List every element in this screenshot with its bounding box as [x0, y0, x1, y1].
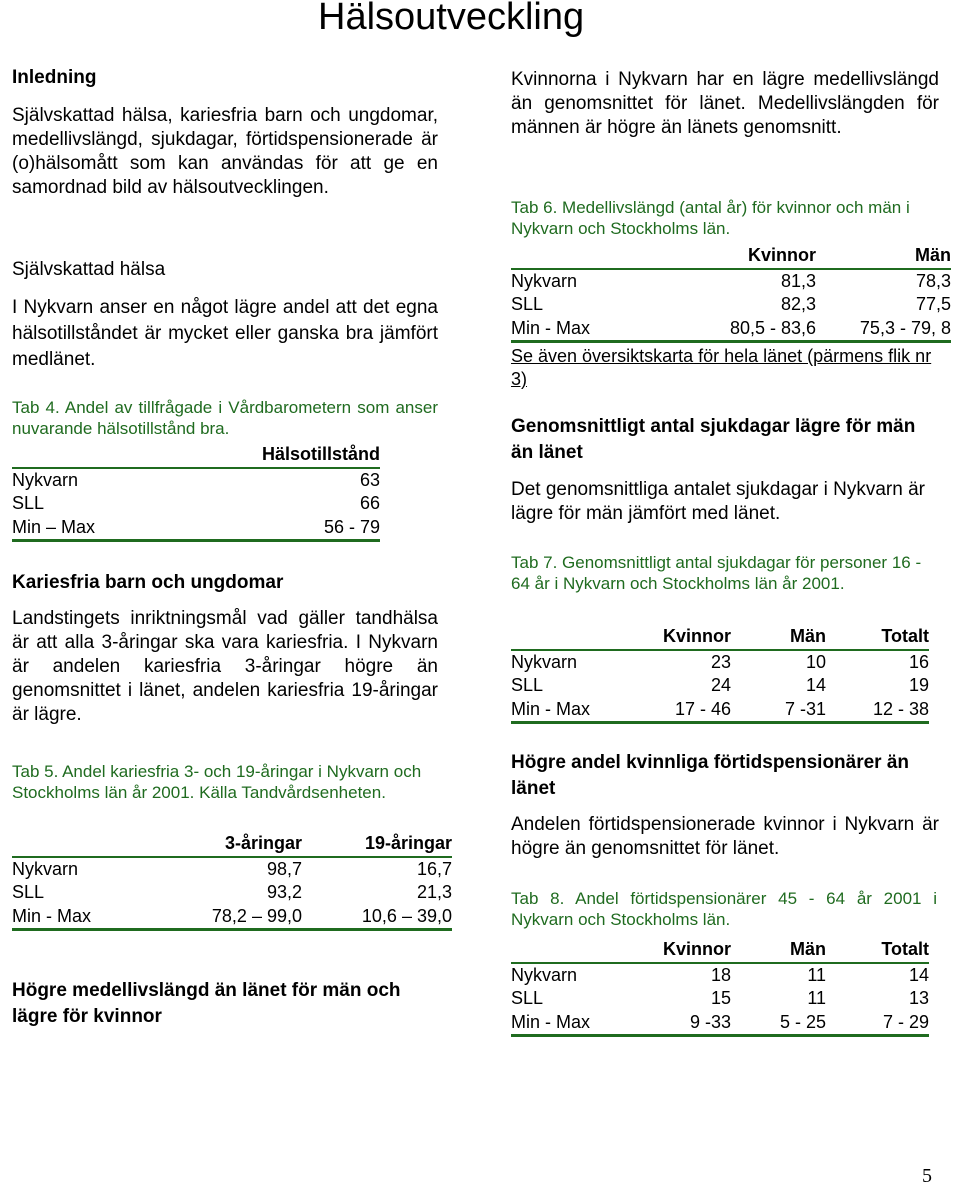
table-header-row [511, 625, 929, 650]
table-cell: 11 [807, 988, 826, 1008]
table-cell: 15 [710, 988, 731, 1008]
table-row [511, 650, 929, 675]
table-cell: 23 [710, 651, 731, 672]
table-header-cell: Män [915, 245, 951, 265]
lifespan-heading: Högre medellivslängd än länet för män och lägre för kvinnor [12, 980, 401, 1027]
tab4-caption: Tab 4. Andel av tillfrågade i Vårdbarometern som anser nuvarande hälsotillstånd bra. [12, 398, 438, 438]
row-label: Min - Max [511, 698, 591, 719]
see-also-text: Se även översiktskarta för hela länet (pärmens flik nr 3) [511, 346, 932, 389]
table-header-row [511, 244, 951, 269]
page-title: Hälsoutveckling [318, 0, 585, 38]
table-header-row [511, 938, 929, 963]
selfrated-heading: Självskattad hälsa [12, 259, 166, 280]
table-header-cell: Totalt [881, 626, 929, 646]
row-label: SLL [511, 988, 544, 1008]
table-header-row [12, 443, 380, 468]
table-cell: 5 - 25 [779, 1011, 826, 1032]
table-cell: 10,6 – 39,0 [361, 905, 452, 926]
table-cell: 93,2 [266, 882, 302, 902]
table-header-cell [12, 443, 164, 468]
table-header-cell: Totalt [881, 939, 929, 959]
tab8-table [511, 938, 929, 1037]
table-header-cell [511, 938, 631, 963]
tab7-table [511, 625, 929, 724]
table-row [12, 857, 452, 882]
table-row [511, 317, 951, 342]
table-row [12, 905, 452, 930]
table-row [511, 1011, 929, 1036]
sickdays-heading: Genomsnittligt antal sjukdagar lägre för män än länet [511, 416, 916, 463]
table-cell: 80,5 - 83,6 [729, 317, 816, 338]
row-label: Nykvarn [12, 469, 79, 490]
row-label: Nykvarn [511, 270, 578, 291]
row-label: SLL [511, 294, 544, 314]
table-row [511, 963, 929, 988]
table-cell: 17 - 46 [674, 698, 731, 719]
tab5-table [12, 832, 452, 931]
table-cell: 12 - 38 [872, 698, 929, 719]
table-cell: 82,3 [780, 294, 816, 314]
row-label: Nykvarn [12, 858, 79, 879]
table-cell: 14 [908, 964, 929, 985]
table-cell: 14 [805, 675, 826, 695]
table-cell: 13 [908, 988, 929, 1008]
table-cell: 56 - 79 [323, 516, 380, 537]
table-cell: 24 [710, 675, 731, 695]
table-cell: 78,2 – 99,0 [211, 905, 302, 926]
pension-heading: Högre andel kvinnliga förtidspensionärer än länet [511, 752, 910, 799]
caries-heading: Kariesfria barn och ungdomar [12, 572, 284, 593]
table-header-cell: 3-åringar [224, 833, 302, 853]
page-number: 5 [922, 1165, 932, 1187]
table-row [511, 698, 929, 723]
table-row [12, 468, 380, 493]
row-label: Nykvarn [511, 651, 578, 672]
table-cell: 18 [710, 964, 731, 985]
sickdays-text: Det genomsnittliga antalet sjukdagar i Nykvarn är lägre för män jämfört med länet. [511, 479, 925, 524]
see-also-note [511, 345, 941, 391]
row-label: SLL [12, 882, 45, 902]
table-cell: 7 -31 [784, 698, 826, 719]
table-row [12, 516, 380, 541]
table-header-cell: 19-åringar [364, 833, 452, 853]
row-label: Nykvarn [511, 964, 578, 985]
table-cell: 77,5 [915, 294, 951, 314]
tab7-caption: Tab 7. Genomsnittligt antal sjukdagar för personer 16 - 64 år i Nykvarn och Stockholms län år 2001. [511, 553, 922, 593]
row-label: Min – Max [12, 516, 96, 537]
table-header-cell [12, 832, 152, 857]
tab4-table [12, 443, 380, 542]
intro-heading: Inledning [12, 67, 97, 88]
table-row [511, 987, 929, 1011]
table-cell: 19 [908, 675, 929, 695]
table-cell: 16,7 [416, 858, 452, 879]
table-header-cell: Män [790, 626, 826, 646]
table-cell: 78,3 [915, 270, 951, 291]
table-cell: 10 [805, 651, 826, 672]
row-label: Min - Max [12, 905, 92, 926]
table-row [12, 881, 452, 905]
tab8-caption: Tab 8. Andel förtidspensionärer 45 - 64 år 2001 i Nykvarn och Stockholms län. [511, 889, 937, 929]
table-cell: 63 [359, 469, 380, 490]
caries-text: Landstingets inriktningsmål vad gäller tandhälsa är att alla 3-åringar ska vara kariesfria. I Nykvarn är andelen kariesfria 3-åringar högre än genomsnittet i länet, andelen kariesfria 19-åringar är lägre. [12, 608, 438, 725]
table-cell: 21,3 [416, 882, 452, 902]
table-header-row [12, 832, 452, 857]
table-header-cell: Kvinnor [747, 245, 816, 265]
table-cell: 9 -33 [689, 1011, 731, 1032]
table-row [511, 674, 929, 698]
table-cell: 66 [359, 493, 380, 513]
table-header-cell [511, 244, 681, 269]
table-row [511, 269, 951, 294]
tab5-caption: Tab 5. Andel kariesfria 3- och 19-åringar i Nykvarn och Stockholms län år 2001. Källa Tandvårdsenheten. [12, 762, 422, 802]
intro-text: Självskattad hälsa, kariesfria barn och ungdomar, medellivslängd, sjukdagar, förtidspensionerade är (o)hälsomått som kan användas för att ge en samordnad bild av hälsoutvecklingen. [12, 105, 438, 198]
table-row [511, 293, 951, 317]
table-header-cell: Kvinnor [662, 626, 731, 646]
table-header-cell: Kvinnor [662, 939, 731, 959]
row-label: SLL [12, 493, 45, 513]
table-header-cell: Män [790, 939, 826, 959]
table-cell: 7 - 29 [882, 1011, 929, 1032]
row-label: Min - Max [511, 1011, 591, 1032]
table-cell: 98,7 [266, 858, 302, 879]
lifespan-text: Kvinnorna i Nykvarn har en lägre medellivslängd än genomsnittet för länet. Medellivslängden för männen är högre än länets genomsnitt. [511, 69, 939, 138]
table-header-cell: Hälsotillstånd [261, 444, 380, 464]
table-cell: 11 [807, 964, 826, 985]
selfrated-text: I Nykvarn anser en något lägre andel att det egna hälsotillståndet är mycket eller ganska bra jämfört medlänet. [12, 297, 438, 370]
row-label: Min - Max [511, 317, 591, 338]
tab6-caption: Tab 6. Medellivslängd (antal år) för kvinnor och män i Nykvarn och Stockholms län. [511, 198, 910, 238]
table-row [12, 492, 380, 516]
row-label: SLL [511, 675, 544, 695]
tab6-table [511, 244, 951, 343]
table-cell: 81,3 [780, 270, 816, 291]
table-header-cell [511, 625, 631, 650]
table-cell: 75,3 - 79, 8 [859, 317, 951, 338]
table-cell: 16 [908, 651, 929, 672]
pension-text: Andelen förtidspensionerade kvinnor i Nykvarn är högre än genomsnittet för länet. [511, 814, 939, 859]
